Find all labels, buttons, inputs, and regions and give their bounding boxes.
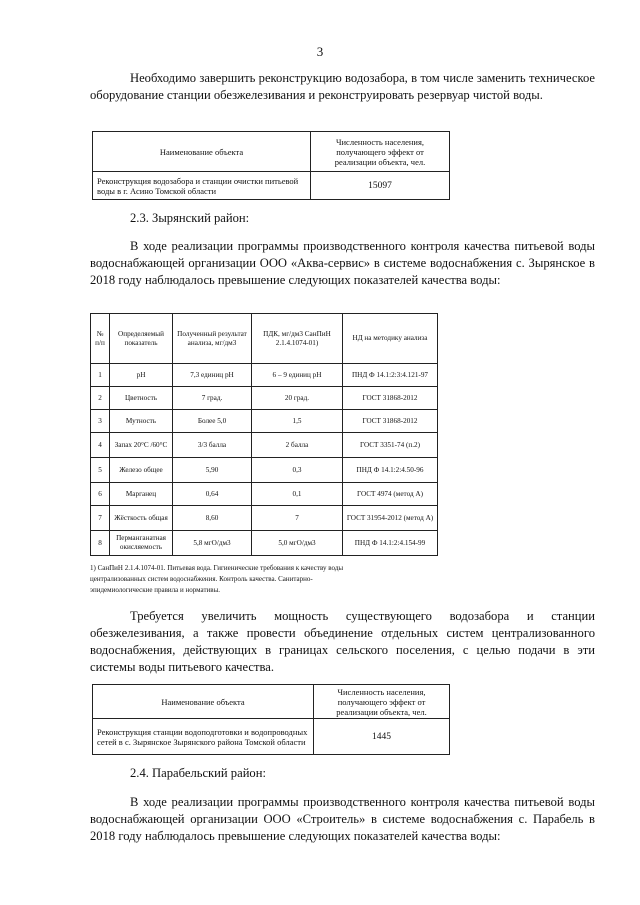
- section-23-paragraph2: [90, 608, 595, 676]
- row-indicator: Марганец: [110, 483, 173, 506]
- section-24-paragraph-text: В ходе реализации программы производственного контроля качества питьевой воды водоснабжающей организации ООО «Строитель» в системе водоснабжения с. Парабель в 2018 году наблюдалось превышение следующих показателей качества воды:: [90, 795, 595, 843]
- table2-header-pdk: ПДК, мг/дм3 СанПиН 2.1.4.1074-01): [252, 314, 343, 364]
- table-zyryanskoe-indicators: [90, 313, 438, 556]
- row-indicator: Железо общее: [110, 458, 173, 483]
- table-row: [91, 483, 438, 506]
- table1-population-cell: 15097: [311, 172, 450, 200]
- row-nd: ГОСТ 31954-2012 (метод А): [343, 506, 438, 531]
- footnote-line: 1) СанПиН 2.1.4.1074-01. Питьевая вода. Гигиенические требования к качеству воды: [90, 564, 344, 572]
- row-nd: ПНД Ф 14.1:2:4.50-96: [343, 458, 438, 483]
- row-nd: ГОСТ 4974 (метод А): [343, 483, 438, 506]
- table-row: [91, 458, 438, 483]
- row-pdk: 0,1: [252, 483, 343, 506]
- row-indicator: Цветность: [110, 387, 173, 410]
- row-num: 3: [91, 410, 110, 433]
- table-row: [91, 364, 438, 387]
- row-indicator: рН: [110, 364, 173, 387]
- row-result: 7 град.: [173, 387, 252, 410]
- row-pdk: 7: [252, 506, 343, 531]
- table2-header-nd: НД на методику анализа: [343, 314, 438, 364]
- row-pdk: 6 – 9 единиц рН: [252, 364, 343, 387]
- section-23-paragraph-text: В ходе реализации программы производственного контроля качества питьевой воды водоснабжающей организации ООО «Аква-сервис» в системе водоснабжения с. Зырянское в 2018 году наблюдалось превышение следующих показателей качества воды:: [90, 239, 595, 287]
- row-num: 7: [91, 506, 110, 531]
- table-asino: [92, 131, 450, 200]
- row-result: 3/3 балла: [173, 433, 252, 458]
- table-row: [91, 506, 438, 531]
- row-nd: ПНД Ф 14.1:2:4.154-99: [343, 531, 438, 556]
- row-result: 0,64: [173, 483, 252, 506]
- table3-population-cell: 1445: [314, 719, 450, 755]
- footnote: [90, 563, 560, 596]
- row-pdk: 20 град.: [252, 387, 343, 410]
- row-num: 5: [91, 458, 110, 483]
- section-23-paragraph: [90, 238, 595, 289]
- row-num: 1: [91, 364, 110, 387]
- row-pdk: 2 балла: [252, 433, 343, 458]
- row-num: 6: [91, 483, 110, 506]
- intro-paragraph-text: Необходимо завершить реконструкцию водозабора, в том числе заменить техническое оборудование станции обезжелезивания и реконструировать резервуар чистой воды.: [90, 71, 595, 102]
- table2-header-indicator: Определяемый показатель: [110, 314, 173, 364]
- table-row: [91, 387, 438, 410]
- table1-object-cell: Реконструкция водозабора и станции очистки питьевой воды в г. Асино Томской области: [93, 172, 311, 200]
- row-result: Более 5,0: [173, 410, 252, 433]
- table2-header-num: № п/п: [91, 314, 110, 364]
- table-row: [91, 531, 438, 556]
- row-indicator: Запах 20°С /60°С: [110, 433, 173, 458]
- row-nd: ПНД Ф 14.1:2:3:4.121-97: [343, 364, 438, 387]
- section-24-paragraph: [90, 794, 595, 845]
- row-pdk: 0,3: [252, 458, 343, 483]
- table3-header-object: Наименование объекта: [93, 685, 314, 719]
- row-indicator: Перманганатная окисляемость: [110, 531, 173, 556]
- row-pdk: 5,0 мгО/дм3: [252, 531, 343, 556]
- row-result: 7,3 единиц рН: [173, 364, 252, 387]
- table-row: [91, 410, 438, 433]
- table-row: [91, 433, 438, 458]
- footnote-line: централизованных систем водоснабжения. Контроль качества. Санитарно-: [90, 575, 313, 583]
- page-number: 3: [316, 44, 324, 59]
- row-pdk: 1,5: [252, 410, 343, 433]
- section-24-heading: 2.4. Парабельский район:: [130, 766, 266, 780]
- table3-header-population: Численность населения, получающего эффект от реализации объекта, чел.: [314, 685, 450, 719]
- row-indicator: Жёсткость общая: [110, 506, 173, 531]
- section-23-paragraph2-text: Требуется увеличить мощность существующего водозабора и станции обезжелезивания, а также провести объединение отдельных систем централизованного водоснабжения, действующих в границах сельского поселения, с целью подачи в эти системы воды питьевого качества.: [90, 609, 595, 674]
- table1-header-population: Численность населения, получающего эффект от реализации объекта, чел.: [311, 132, 450, 172]
- row-result: 8,60: [173, 506, 252, 531]
- row-num: 8: [91, 531, 110, 556]
- row-result: 5,8 мгО/дм3: [173, 531, 252, 556]
- row-indicator: Мутность: [110, 410, 173, 433]
- intro-paragraph: [90, 70, 595, 104]
- row-nd: ГОСТ 31868-2012: [343, 410, 438, 433]
- table-zyryanskoe-object: [92, 684, 450, 755]
- row-num: 4: [91, 433, 110, 458]
- row-result: 5,90: [173, 458, 252, 483]
- table3-object-cell: Реконструкция станции водоподготовки и водопроводных сетей в с. Зырянское Зырянского района Томской области: [93, 719, 314, 755]
- table2-header-result: Полученный результат анализа, мг/дм3: [173, 314, 252, 364]
- section-23-heading: 2.3. Зырянский район:: [130, 211, 250, 225]
- row-nd: ГОСТ 31868-2012: [343, 387, 438, 410]
- row-num: 2: [91, 387, 110, 410]
- table1-header-object: Наименование объекта: [93, 132, 311, 172]
- row-nd: ГОСТ 3351-74 (п.2): [343, 433, 438, 458]
- footnote-line: эпидемиологические правила и нормативы.: [90, 586, 221, 594]
